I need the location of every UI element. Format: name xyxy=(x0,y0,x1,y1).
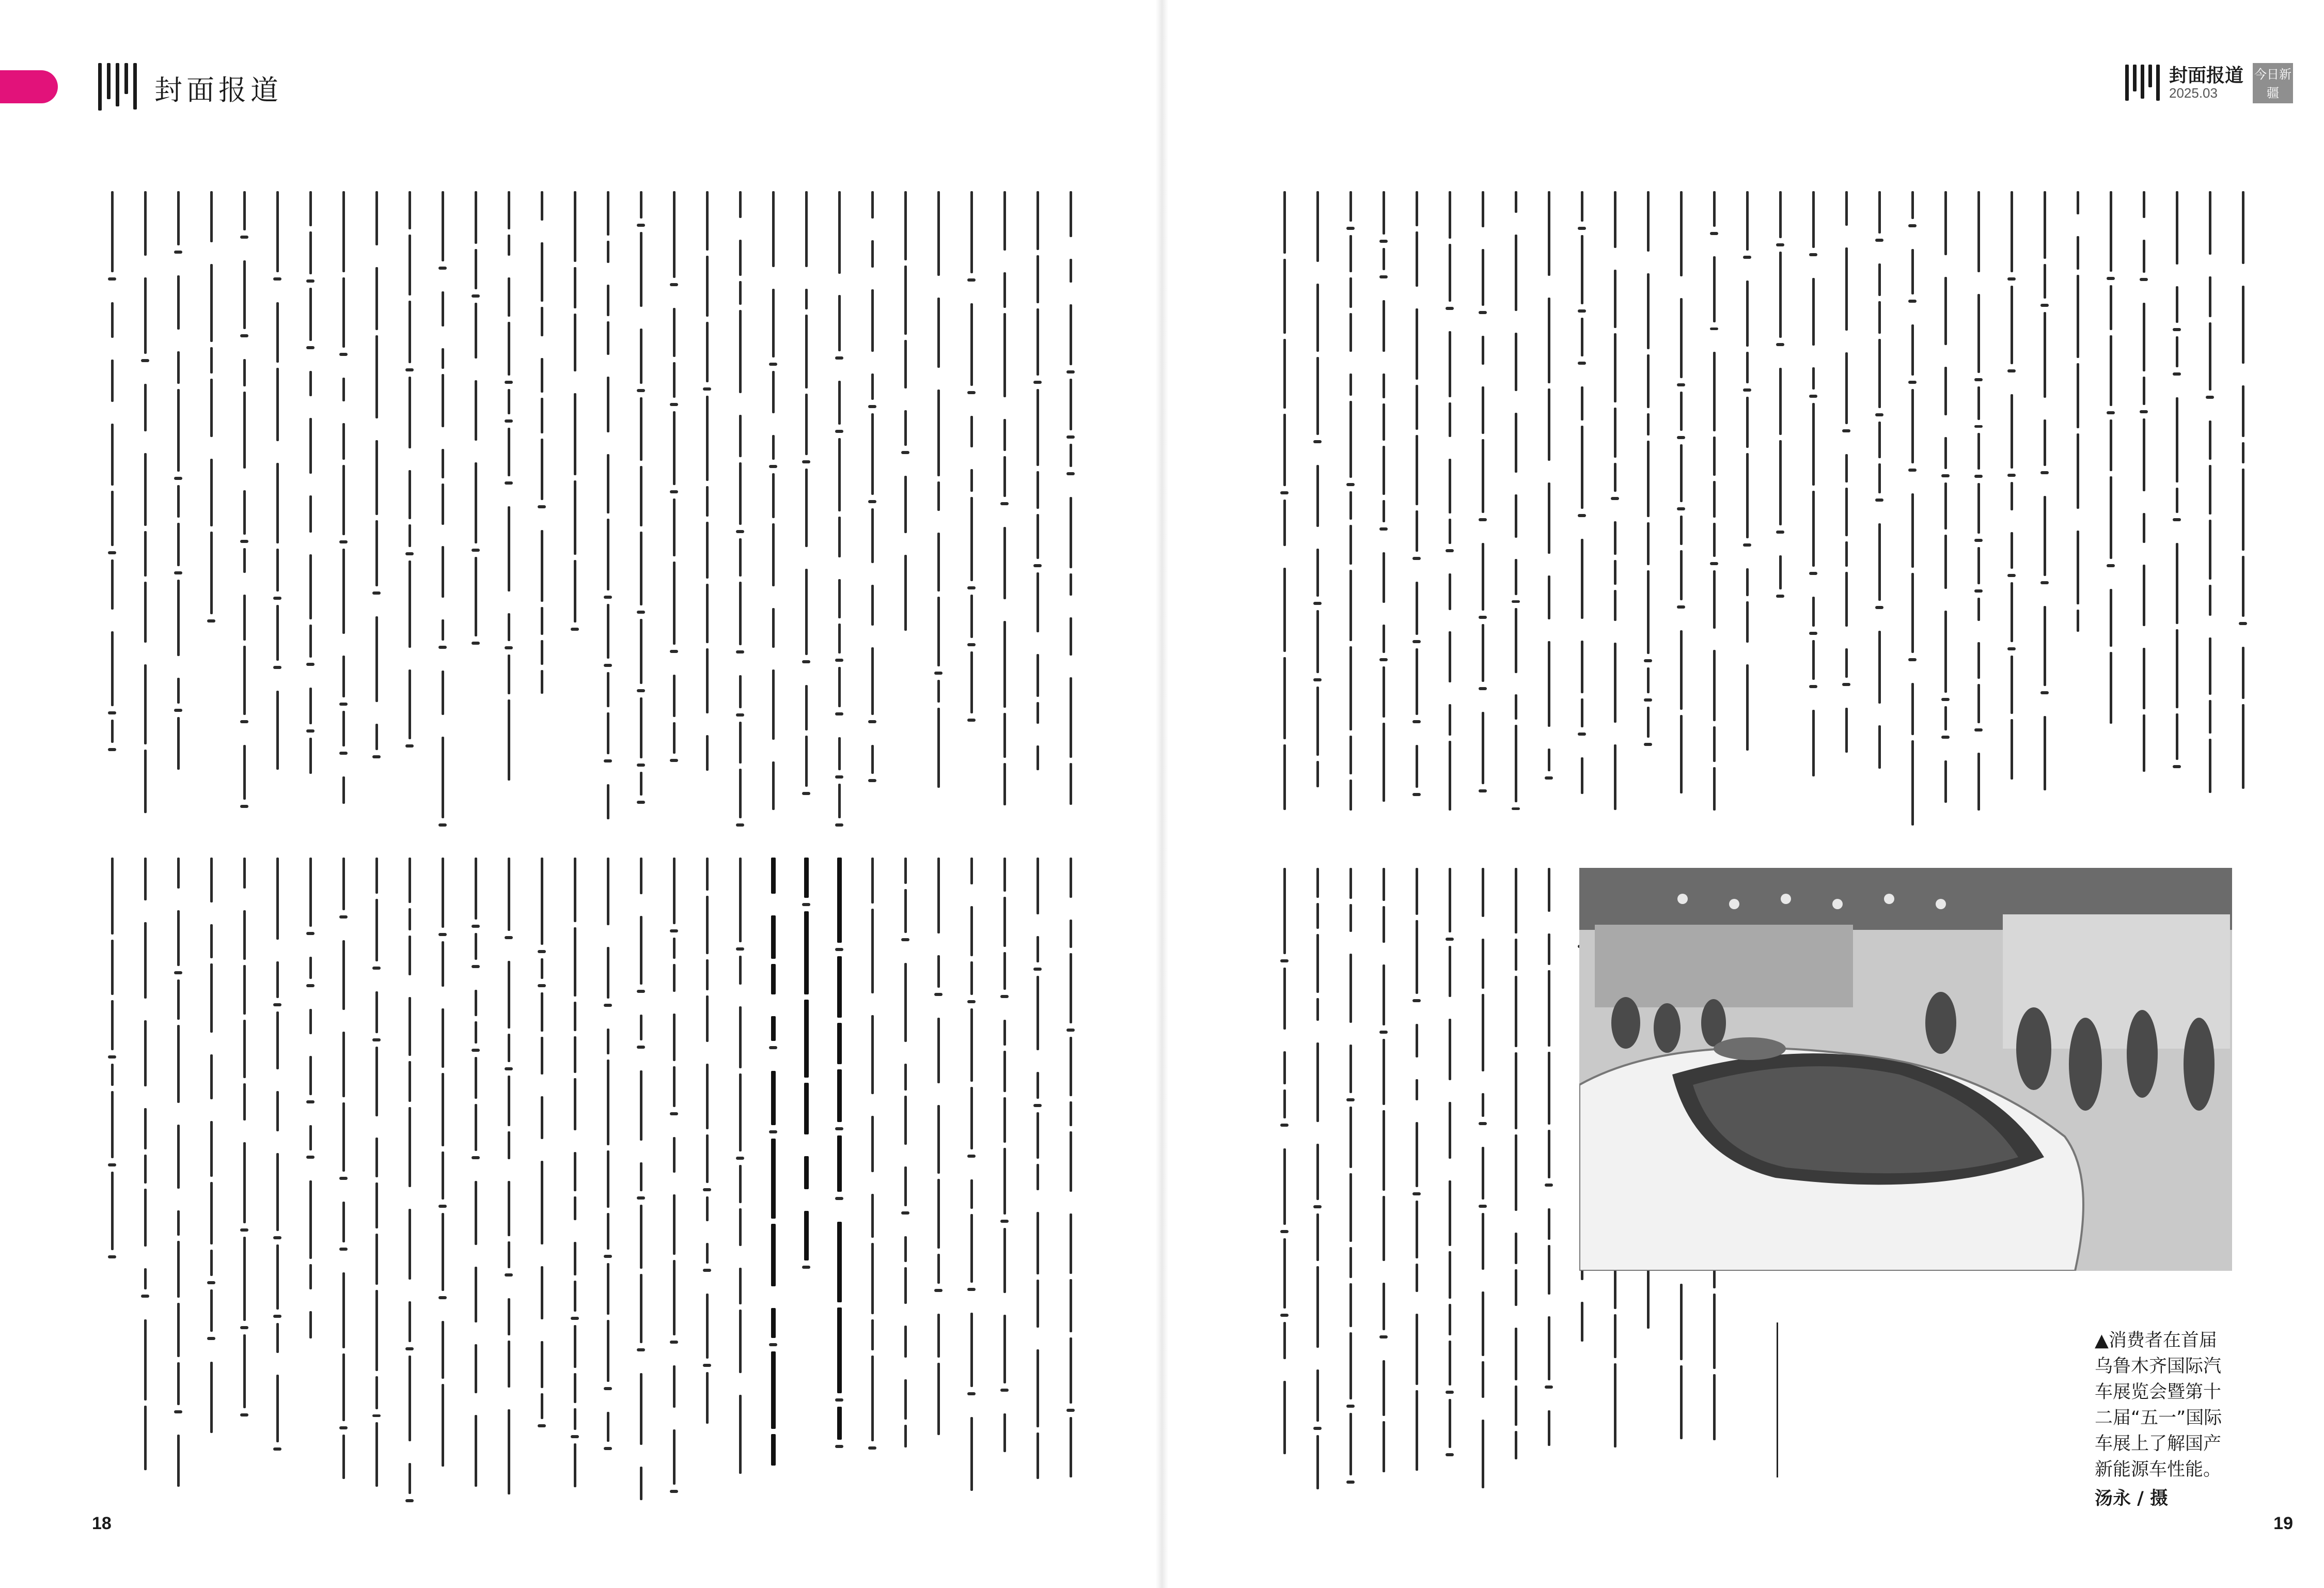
mongolian-text-column xyxy=(1062,858,1079,1503)
mongolian-text-column xyxy=(1871,191,1888,827)
mongolian-text-column xyxy=(599,191,617,827)
mongolian-text-column xyxy=(103,858,121,1503)
mongolian-text-column xyxy=(136,858,154,1503)
mongolian-text-column xyxy=(269,858,286,1503)
mongolian-text-column xyxy=(2102,191,2119,827)
mongolian-section-logo xyxy=(2125,65,2160,102)
mongolian-text-column xyxy=(996,191,1013,827)
mongolian-text-column xyxy=(500,858,517,1503)
mongolian-text-column xyxy=(1062,191,1079,827)
mongolian-text-column xyxy=(1639,191,1657,827)
mongolian-text-column xyxy=(1573,191,1591,827)
mongolian-text-column xyxy=(1804,191,1822,827)
mongolian-text-column xyxy=(500,191,517,827)
mongolian-text-column xyxy=(1276,868,1293,1503)
mongolian-article-columns-left-top xyxy=(103,191,1079,827)
mongolian-text-column xyxy=(2069,191,2086,827)
mongolian-text-column xyxy=(302,858,319,1503)
mongolian-text-column xyxy=(996,858,1013,1503)
mongolian-text-column xyxy=(434,858,451,1503)
mongolian-text-column xyxy=(467,858,484,1503)
mongolian-text-column xyxy=(1474,868,1491,1503)
mongolian-text-column xyxy=(202,191,220,827)
mongolian-text-column xyxy=(467,191,484,827)
mongolian-text-column xyxy=(1342,191,1359,827)
mongolian-text-column xyxy=(269,191,286,827)
mongolian-text-column xyxy=(698,191,716,827)
header-title-stack xyxy=(2169,66,2243,101)
mongolian-text-column xyxy=(1276,191,1293,827)
mongolian-text-column xyxy=(103,191,121,827)
mongolian-text-column xyxy=(2168,191,2186,827)
mongolian-text-column xyxy=(1507,868,1525,1503)
page-number: 19 xyxy=(2273,1514,2293,1533)
photo-caption-block xyxy=(2095,1328,2224,1512)
mongolian-text-column xyxy=(401,858,418,1503)
left-header xyxy=(98,62,282,114)
mongolian-text-column xyxy=(1375,868,1392,1503)
mongolian-text-column xyxy=(930,191,947,827)
mongolian-text-column xyxy=(1441,868,1458,1503)
mongolian-text-column xyxy=(830,858,848,1503)
mongolian-text-column xyxy=(863,191,881,827)
mongolian-text-column xyxy=(136,191,154,827)
mongolian-text-column xyxy=(533,858,551,1503)
mongolian-text-column xyxy=(1309,868,1326,1503)
mongolian-article-columns-right-top xyxy=(1276,191,2252,827)
mongolian-text-column xyxy=(1904,191,1921,827)
mongolian-text-column xyxy=(1408,191,1425,827)
mongolian-article-columns-left-bottom xyxy=(103,858,1079,1503)
page-number: 18 xyxy=(92,1514,112,1533)
mongolian-text-column xyxy=(2201,191,2219,827)
mongolian-text-column xyxy=(533,191,551,827)
mongolian-text-column xyxy=(764,858,782,1503)
mongolian-text-column xyxy=(797,858,815,1503)
section-title: 封面报道 xyxy=(2169,64,2243,86)
mongolian-text-column xyxy=(2036,191,2053,827)
mongolian-text-column xyxy=(665,858,683,1503)
mongolian-text-column xyxy=(1838,191,1855,827)
mongolian-text-column xyxy=(335,858,352,1503)
mongolian-text-column xyxy=(1408,868,1425,1503)
mongolian-text-column xyxy=(368,191,385,827)
mongolian-text-column xyxy=(1375,191,1392,827)
section-title: 封面报道 xyxy=(154,73,282,106)
mongolian-text-column xyxy=(1507,191,1525,827)
mongolian-text-column xyxy=(599,858,617,1503)
mongolian-text-column xyxy=(863,858,881,1503)
mongolian-text-column xyxy=(830,191,848,827)
mongolian-text-column xyxy=(1771,191,1789,827)
magazine-logo: 今日新疆 xyxy=(2253,63,2293,103)
mongolian-text-column xyxy=(235,858,253,1503)
mongolian-text-column xyxy=(632,858,650,1503)
mongolian-text-column xyxy=(202,858,220,1503)
mongolian-text-column xyxy=(1029,191,1046,827)
mongolian-text-column xyxy=(1672,191,1690,827)
mongolian-text-column xyxy=(731,858,749,1503)
section-tab-marker xyxy=(0,70,58,103)
mongolian-text-column xyxy=(1738,191,1756,827)
right-header xyxy=(2125,63,2293,103)
mongolian-text-column xyxy=(1540,191,1558,827)
mongolian-text-column xyxy=(897,858,914,1503)
mongolian-text-column xyxy=(335,191,352,827)
mongolian-text-column xyxy=(2234,191,2252,827)
mongolian-text-column xyxy=(963,858,980,1503)
mongolian-text-column xyxy=(698,858,716,1503)
mongolian-text-column xyxy=(1309,191,1326,827)
mongolian-text-column xyxy=(1705,191,1723,827)
mongolian-text-column xyxy=(1441,191,1458,827)
mongolian-text-column xyxy=(2003,191,2020,827)
mongolian-text-column xyxy=(169,858,187,1503)
issue-date: 2025.03 xyxy=(2169,85,2218,101)
mongolian-text-column xyxy=(1606,191,1624,827)
mongolian-text-column xyxy=(897,191,914,827)
mongolian-text-column xyxy=(1474,191,1491,827)
mongolian-text-column xyxy=(401,191,418,827)
mongolian-text-column xyxy=(566,858,584,1503)
photo-caption: ▲消费者在首届乌鲁木齐国际汽车展览会暨第十二届“五一”国际车展上了解国产新能源车性能。 xyxy=(2095,1330,2222,1480)
mongolian-text-column xyxy=(566,191,584,827)
mongolian-text-column xyxy=(963,191,980,827)
mongolian-text-column xyxy=(2135,191,2153,827)
mongolian-text-column xyxy=(797,191,815,827)
mongolian-text-column xyxy=(1970,191,1987,827)
mongolian-text-column xyxy=(368,858,385,1503)
mongolian-text-column xyxy=(632,191,650,827)
mongolian-section-logo xyxy=(98,63,137,113)
mongolian-text-column xyxy=(665,191,683,827)
mongolian-text-column xyxy=(169,191,187,827)
mongolian-text-column xyxy=(302,191,319,827)
mongolian-text-column xyxy=(731,191,749,827)
mongolian-text-column xyxy=(434,191,451,827)
car-exhibition-photo xyxy=(1579,868,2232,1271)
caption-divider xyxy=(1777,1322,1778,1477)
mongolian-text-column xyxy=(930,858,947,1503)
mongolian-text-column xyxy=(1029,858,1046,1503)
photo-credit: 汤永 / 摄 xyxy=(2095,1488,2169,1509)
mongolian-text-column xyxy=(235,191,253,827)
mongolian-text-column xyxy=(1342,868,1359,1503)
mongolian-text-column xyxy=(764,191,782,827)
mongolian-text-column xyxy=(1937,191,1954,827)
mongolian-text-column xyxy=(1540,868,1558,1503)
